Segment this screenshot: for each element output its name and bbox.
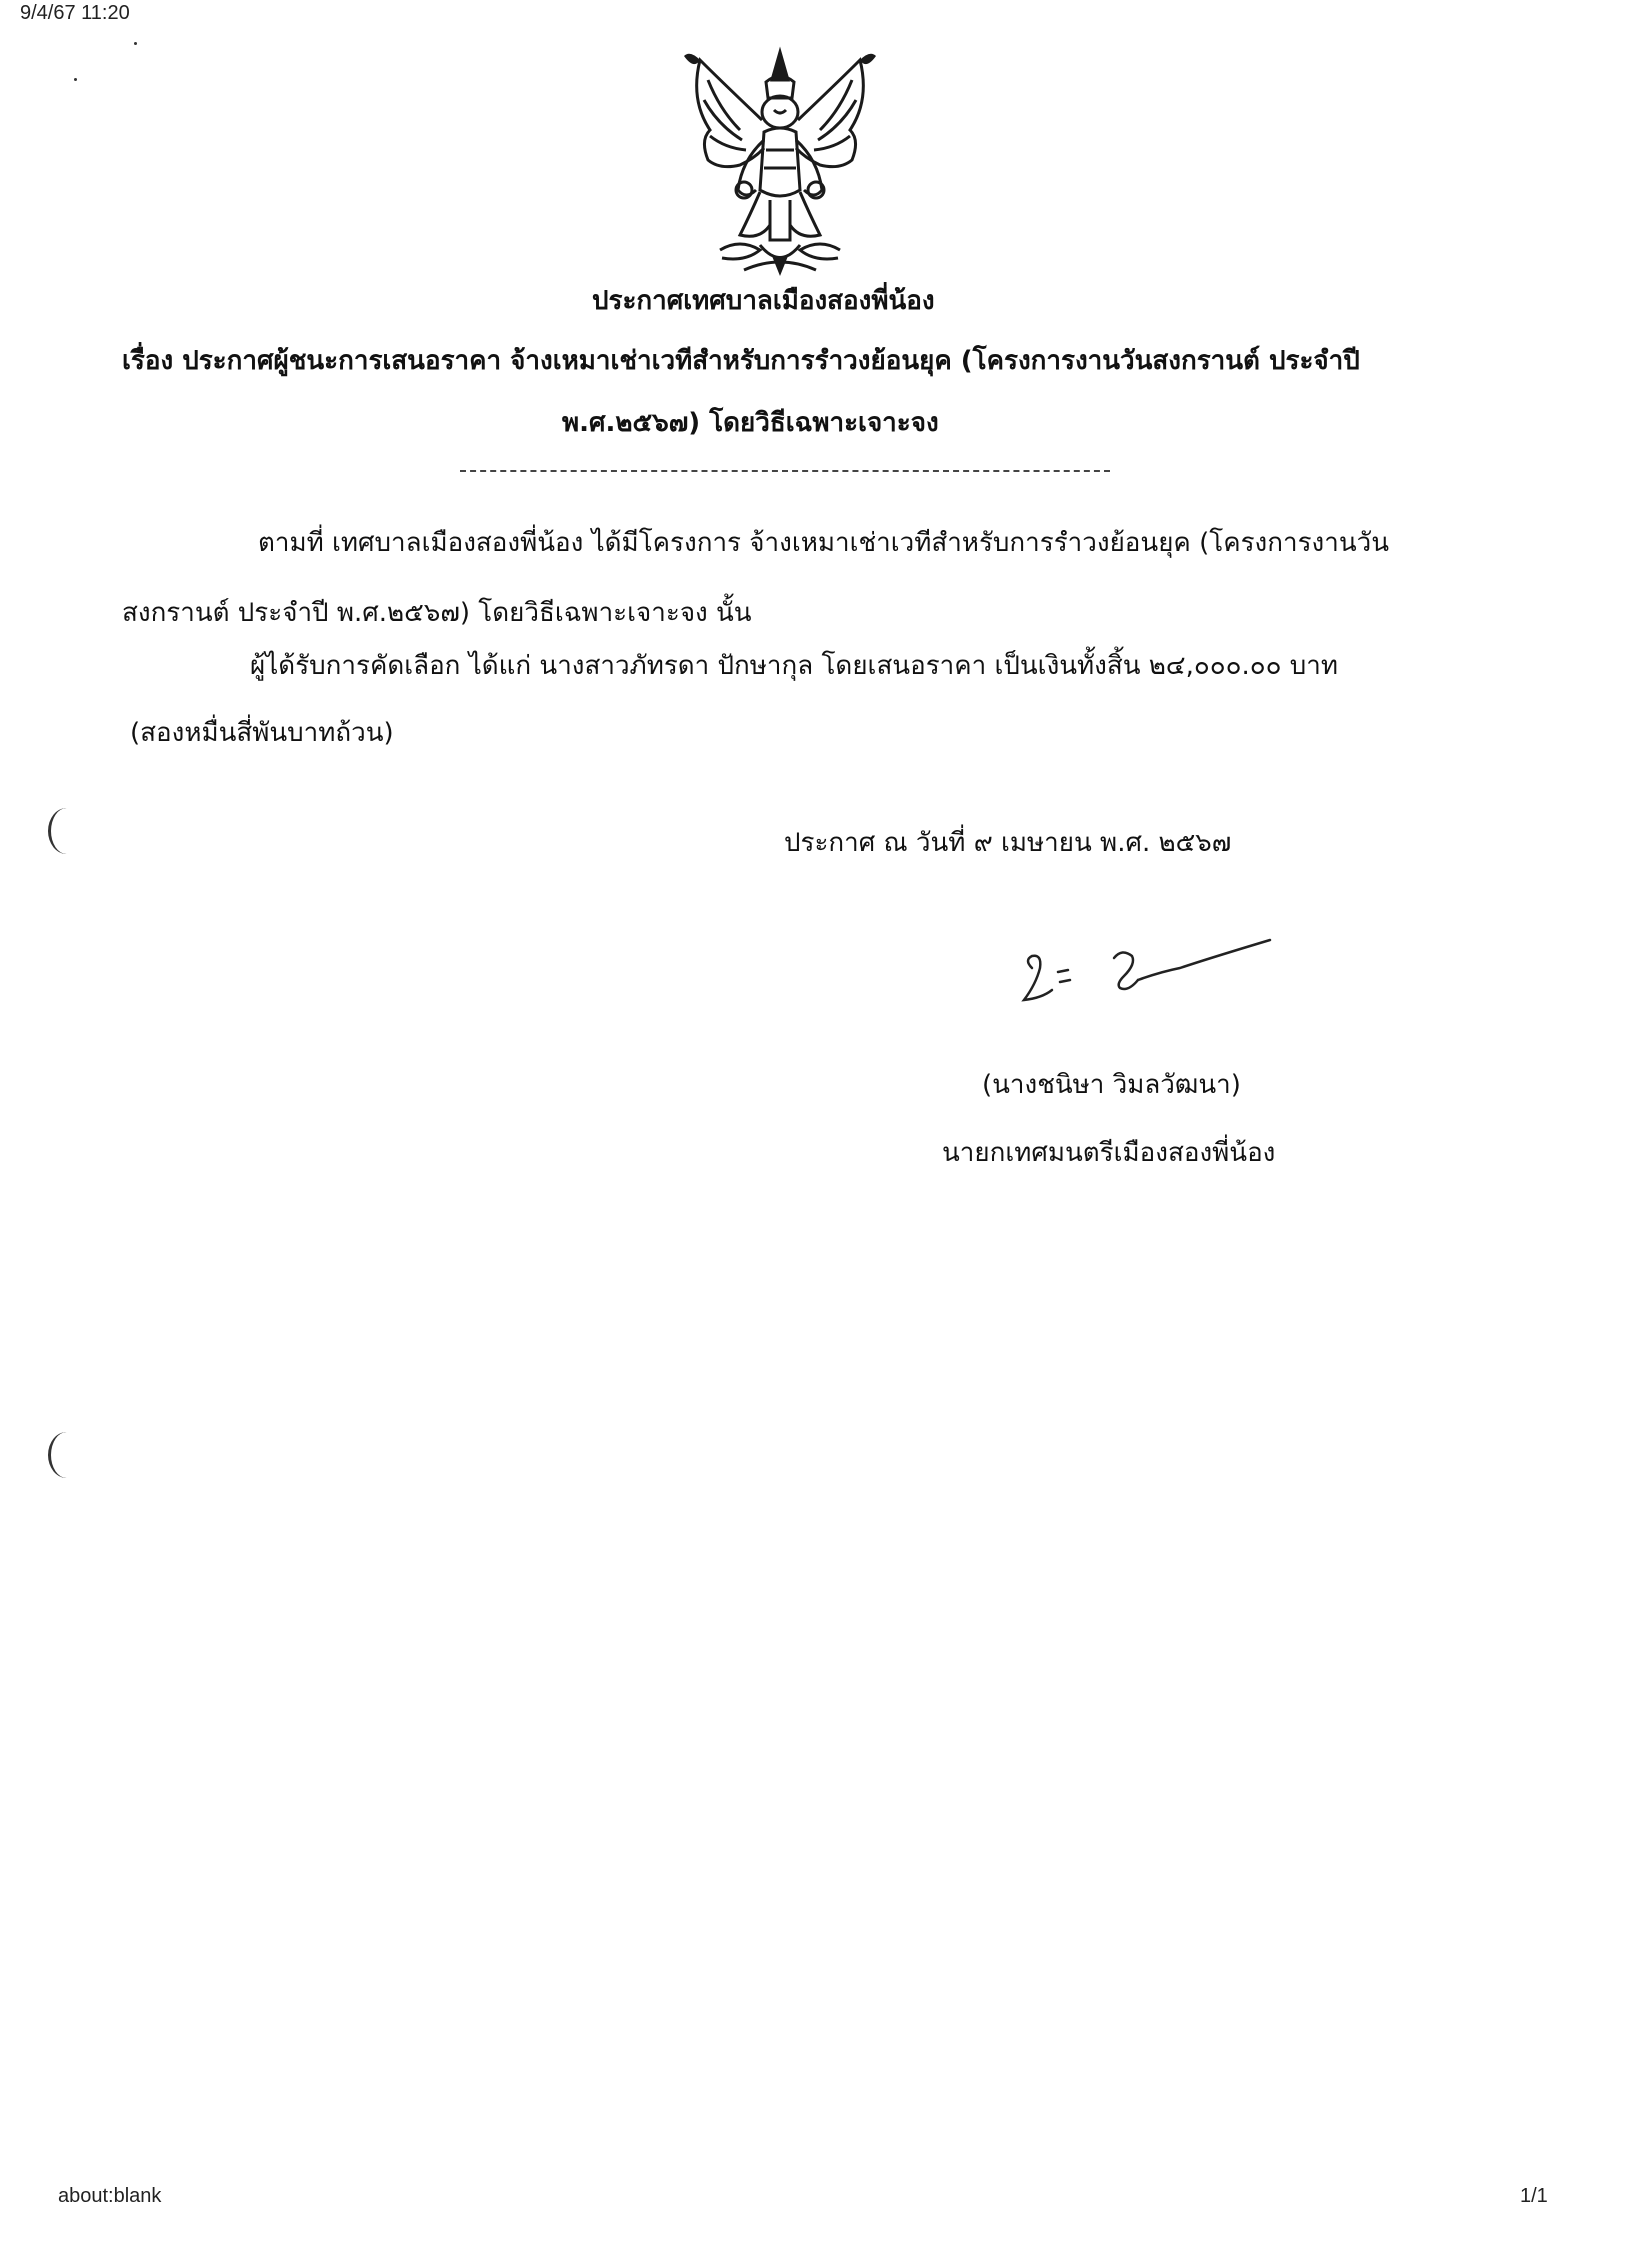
announcement-subject-line-2: พ.ศ.๒๕๖๗) โดยวิธีเฉพาะเจาะจง [562, 408, 939, 438]
title-divider [460, 470, 1110, 472]
signer-name: (นางชนิษา วิมลวัฒนา) [982, 1070, 1241, 1100]
body-line-4: (สองหมื่นสี่พันบาทถ้วน) [130, 718, 394, 748]
body-line-3: ผู้ได้รับการคัดเลือก ได้แก่ นางสาวภัทรดา ปักษากุล โดยเสนอราคา เป็นเงินทั้งสิ้น ๒๔,๐๐๐.๐๐ บาท [250, 651, 1338, 681]
signer-position: นายกเทศมนตรีเมืองสองพี่น้อง [942, 1138, 1276, 1168]
print-timestamp: 9/4/67 11:20 [20, 2, 130, 24]
body-line-1: ตามที่ เทศบาลเมืองสองพี่น้อง ได้มีโครงการ จ้างเหมาเช่าเวทีสำหรับการรำวงย้อนยุค (โครงการงานวัน [258, 528, 1389, 558]
scan-speck [74, 78, 77, 81]
announcement-date: ประกาศ ณ วันที่ ๙ เมษายน พ.ศ. ๒๕๖๗ [784, 828, 1232, 858]
garuda-emblem-icon [660, 40, 900, 280]
punch-hole [48, 808, 85, 854]
punch-hole [48, 1432, 85, 1478]
scan-speck [134, 42, 137, 45]
print-url: about:blank [58, 2185, 162, 2207]
print-page-counter: 1/1 [1520, 2185, 1548, 2207]
announcement-issuer-title: ประกาศเทศบาลเมืองสองพี่น้อง [592, 286, 935, 316]
handwritten-signature-icon [1010, 928, 1280, 1018]
announcement-subject-line-1: เรื่อง ประกาศผู้ชนะการเสนอราคา จ้างเหมาเช่าเวทีสำหรับการรำวงย้อนยุค (โครงการงานวันสงกรานต์ ประจำปี [122, 346, 1360, 376]
body-line-2: สงกรานต์ ประจำปี พ.ศ.๒๕๖๗) โดยวิธีเฉพาะเจาะจง นั้น [122, 598, 752, 628]
